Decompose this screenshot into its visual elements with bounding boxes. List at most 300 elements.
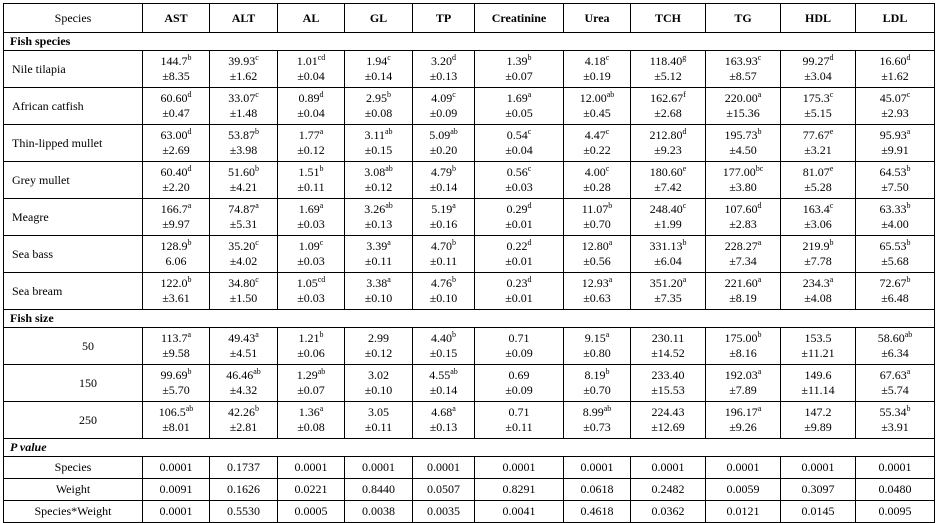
cell-error: ±0.15 <box>429 346 458 360</box>
cell-error: ±2.68 <box>654 106 682 120</box>
cell-mean <box>781 276 855 291</box>
cell-error: ±9.26 <box>729 420 757 434</box>
cell-error: ±9.23 <box>654 143 682 157</box>
table-cell: 0.0059 <box>706 479 781 501</box>
cell-value: 144.7 <box>160 54 188 68</box>
cell-value: 63.00 <box>160 128 188 142</box>
cell-error: ±15.53 <box>651 383 685 397</box>
table-cell <box>781 51 856 88</box>
cell-error: ±2.81 <box>229 420 258 434</box>
table-cell: 0.0001 <box>781 457 856 479</box>
table-cell <box>413 162 475 199</box>
table-cell: 0.8440 <box>345 479 413 501</box>
cell-value: 1.94 <box>366 54 388 68</box>
table-cell: 0.0035 <box>413 501 475 523</box>
cell-value: 331.13 <box>649 239 683 253</box>
row-label: Species*Weight <box>4 501 143 523</box>
cell-error: ±0.04 <box>297 106 325 120</box>
cell-superscript: g <box>682 53 687 62</box>
cell-error: ±0.11 <box>364 254 393 268</box>
cell-value: 3.39 <box>366 239 388 253</box>
cell-value: 147.2 <box>804 405 832 419</box>
table-cell <box>631 88 706 125</box>
cell-value: 149.6 <box>804 368 832 382</box>
cell-superscript: a <box>255 330 259 339</box>
cell-mean <box>143 202 209 217</box>
cell-value: 9.15 <box>584 331 606 345</box>
cell-value: 3.11 <box>364 128 385 142</box>
cell-value: 12.93 <box>581 276 609 290</box>
cell-error: ±0.08 <box>364 106 393 120</box>
table-cell <box>143 51 210 88</box>
table-cell: 0.0001 <box>706 457 781 479</box>
table-cell <box>706 236 781 273</box>
cell-error: ±0.09 <box>505 346 533 360</box>
cell-value: 5.19 <box>431 202 453 216</box>
cell-mean <box>210 331 277 346</box>
table-cell: 0.0001 <box>143 501 210 523</box>
cell-value: 3.38 <box>366 276 388 290</box>
cell-mean <box>143 405 209 420</box>
cell-value: 0.23 <box>506 276 528 290</box>
col-header-al: AL <box>278 4 345 33</box>
cell-value: 228.27 <box>724 239 758 253</box>
cell-superscript: ab <box>606 90 615 99</box>
cell-superscript: e <box>682 164 687 173</box>
row-label: Sea bream <box>4 273 143 310</box>
cell-value: 34.80 <box>228 276 256 290</box>
cell-error: ±6.34 <box>881 346 909 360</box>
cell-error: ±0.10 <box>364 383 393 397</box>
table-cell <box>781 365 856 402</box>
cell-error: ±0.14 <box>429 383 458 397</box>
cell-mean <box>210 128 277 143</box>
table-cell <box>475 125 564 162</box>
cell-value: 1.01 <box>296 54 318 68</box>
table-cell <box>856 88 935 125</box>
cell-value: 4.47 <box>584 128 606 142</box>
cell-value: 224.43 <box>651 405 685 419</box>
table-cell <box>856 199 935 236</box>
cell-superscript: b <box>452 330 456 339</box>
cell-value: 72.67 <box>879 276 907 290</box>
table-cell <box>210 365 278 402</box>
cell-mean <box>210 202 277 217</box>
cell-value: 1.69 <box>506 91 528 105</box>
table-row <box>4 402 935 439</box>
cell-superscript: a <box>906 127 911 136</box>
cell-superscript: d <box>527 238 532 247</box>
table-cell <box>278 162 345 199</box>
cell-error: ±0.47 <box>162 106 190 120</box>
col-header-tp: TP <box>413 4 475 33</box>
cell-mean <box>143 165 209 180</box>
cell-error: ±8.57 <box>729 69 757 83</box>
cell-error: ±0.01 <box>505 254 533 268</box>
cell-mean <box>706 91 780 106</box>
table-cell <box>413 88 475 125</box>
cell-superscript: c <box>757 53 762 62</box>
cell-error: ±7.89 <box>729 383 757 397</box>
cell-error: ±0.13 <box>364 217 393 231</box>
cell-error: ±5.31 <box>229 217 258 231</box>
header-row <box>4 4 935 33</box>
col-header-hdl: HDL <box>781 4 856 33</box>
cell-mean <box>856 239 934 254</box>
cell-superscript: ab <box>450 367 458 376</box>
table-cell <box>278 236 345 273</box>
cell-error: ±0.63 <box>583 291 611 305</box>
table-cell <box>564 402 631 439</box>
cell-error: ±3.06 <box>804 217 832 231</box>
cell-mean <box>345 331 412 346</box>
cell-superscript: c <box>452 90 456 99</box>
cell-value: 12.00 <box>579 91 607 105</box>
cell-superscript: b <box>187 53 192 62</box>
table-cell <box>345 402 413 439</box>
cell-superscript: b <box>452 275 456 284</box>
cell-value: 99.69 <box>160 368 188 382</box>
cell-error: ±0.07 <box>297 383 325 397</box>
section-heading: Fish size <box>4 310 935 328</box>
cell-superscript: ab <box>185 404 194 413</box>
table-cell: 0.0041 <box>475 501 564 523</box>
cell-value: 4.68 <box>431 405 453 419</box>
cell-error: ±0.11 <box>297 180 325 194</box>
cell-error: ±0.12 <box>364 346 393 360</box>
cell-error: ±3.04 <box>804 69 832 83</box>
section-heading: P value <box>4 439 935 457</box>
cell-mean <box>143 239 209 254</box>
cell-mean <box>345 405 412 420</box>
cell-mean <box>564 331 630 346</box>
cell-value: 230.11 <box>651 331 685 345</box>
cell-mean <box>210 54 277 69</box>
cell-error: ±6.48 <box>881 291 909 305</box>
cell-error: ±1.48 <box>229 106 258 120</box>
table-cell <box>856 162 935 199</box>
cell-mean <box>564 276 630 291</box>
cell-error: ±0.05 <box>505 106 533 120</box>
col-header-ast: AST <box>143 4 210 33</box>
table-cell <box>564 51 631 88</box>
table-cell: 0.0001 <box>345 457 413 479</box>
cell-superscript: a <box>829 275 834 284</box>
cell-superscript: cd <box>317 53 326 62</box>
cell-value: 5.09 <box>429 128 451 142</box>
cell-mean <box>413 331 474 346</box>
table-cell <box>781 199 856 236</box>
row-label: 150 <box>4 365 143 402</box>
cell-superscript: a <box>906 367 911 376</box>
cell-superscript: cd <box>317 275 326 284</box>
cell-value: 166.7 <box>160 202 188 216</box>
cell-error: ±9.58 <box>162 346 190 360</box>
table-cell <box>413 199 475 236</box>
cell-value: 4.09 <box>431 91 453 105</box>
cell-error: ±2.20 <box>162 180 190 194</box>
cell-superscript: a <box>527 90 532 99</box>
cell-error: ±0.45 <box>583 106 611 120</box>
cell-error: ±7.35 <box>654 291 682 305</box>
cell-error: ±0.12 <box>364 180 393 194</box>
table-cell <box>564 236 631 273</box>
table-cell: 0.3097 <box>781 479 856 501</box>
table-cell <box>706 328 781 365</box>
cell-mean <box>564 368 630 383</box>
cell-error: ±14.52 <box>651 346 685 360</box>
table-cell: 0.0001 <box>278 457 345 479</box>
cell-superscript: d <box>682 127 687 136</box>
cell-mean <box>781 128 855 143</box>
cell-error: ±4.32 <box>229 383 258 397</box>
section-row <box>4 33 935 51</box>
cell-value: 74.87 <box>228 202 256 216</box>
table-cell <box>413 51 475 88</box>
results-table <box>3 3 935 523</box>
row-label: 50 <box>4 328 143 365</box>
cell-value: 58.60 <box>877 331 905 345</box>
cell-mean <box>210 405 277 420</box>
cell-superscript: b <box>387 90 391 99</box>
cell-mean <box>475 202 563 217</box>
cell-superscript: c <box>387 53 391 62</box>
table-cell: 0.0095 <box>856 501 935 523</box>
table-cell <box>278 365 345 402</box>
table-cell <box>475 162 564 199</box>
cell-superscript: a <box>255 201 259 210</box>
cell-value: 153.5 <box>804 331 832 345</box>
cell-superscript: a <box>452 201 456 210</box>
cell-value: 233.40 <box>651 368 685 382</box>
cell-mean <box>706 276 780 291</box>
cell-mean <box>345 276 412 291</box>
cell-superscript: d <box>319 90 324 99</box>
section-row <box>4 439 935 457</box>
cell-error: ±0.01 <box>505 217 533 231</box>
cell-mean <box>413 91 474 106</box>
cell-mean <box>856 54 934 69</box>
cell-mean <box>210 276 277 291</box>
cell-mean <box>278 202 344 217</box>
table-cell <box>564 365 631 402</box>
cell-superscript: a <box>187 330 192 339</box>
cell-error: ±7.50 <box>881 180 909 194</box>
cell-error: ±5.28 <box>804 180 832 194</box>
cell-error: ±3.98 <box>229 143 258 157</box>
cell-value: 0.89 <box>298 91 320 105</box>
cell-value: 49.43 <box>228 331 256 345</box>
cell-superscript: b <box>187 275 192 284</box>
cell-mean <box>475 405 563 420</box>
cell-error: ±8.01 <box>162 420 190 434</box>
row-label: Meagre <box>4 199 143 236</box>
table-body <box>4 33 935 523</box>
cell-mean <box>706 368 780 383</box>
table-row <box>4 125 935 162</box>
cell-mean <box>781 239 855 254</box>
cell-superscript: c <box>605 127 610 136</box>
cell-value: 1.21 <box>298 331 320 345</box>
cell-error: ±2.69 <box>162 143 190 157</box>
table-cell: 0.1626 <box>210 479 278 501</box>
cell-value: 42.26 <box>228 405 255 419</box>
cell-mean <box>475 91 563 106</box>
table-cell <box>856 236 935 273</box>
cell-superscript: ab <box>385 201 393 210</box>
cell-superscript: b <box>906 404 911 413</box>
cell-mean <box>143 331 209 346</box>
table-cell <box>413 402 475 439</box>
table-cell <box>631 125 706 162</box>
cell-mean <box>856 91 934 106</box>
cell-error: ±0.03 <box>297 291 325 305</box>
cell-superscript: a <box>319 201 324 210</box>
table-row <box>4 328 935 365</box>
cell-superscript: b <box>527 53 532 62</box>
table-cell <box>631 328 706 365</box>
cell-mean <box>278 405 344 420</box>
col-header-ldl: LDL <box>856 4 935 33</box>
table-row <box>4 479 935 501</box>
cell-superscript: d <box>527 201 532 210</box>
cell-error: ±2.83 <box>729 217 757 231</box>
cell-mean <box>475 54 563 69</box>
cell-value: 0.22 <box>506 239 528 253</box>
cell-mean <box>564 128 630 143</box>
col-header-species: Species <box>4 4 143 33</box>
table-cell <box>413 125 475 162</box>
cell-error: ±1.62 <box>229 69 258 83</box>
cell-error: ±1.62 <box>881 69 909 83</box>
col-header-gl: GL <box>345 4 413 33</box>
table-cell <box>475 328 564 365</box>
cell-superscript: a <box>187 201 192 210</box>
cell-value: 3.08 <box>364 165 386 179</box>
cell-error: ±0.19 <box>583 69 611 83</box>
cell-superscript: d <box>906 53 911 62</box>
cell-mean <box>631 368 705 383</box>
cell-error: ±8.16 <box>729 346 757 360</box>
cell-error: ±3.80 <box>729 180 757 194</box>
cell-value: 175.00 <box>724 331 758 345</box>
row-label: African catfish <box>4 88 143 125</box>
cell-mean <box>706 54 780 69</box>
table-cell <box>345 199 413 236</box>
table-cell: 0.0005 <box>278 501 345 523</box>
cell-mean <box>413 368 474 383</box>
cell-mean <box>856 405 934 420</box>
cell-superscript: ab <box>253 367 261 376</box>
table-cell <box>143 273 210 310</box>
cell-superscript: c <box>319 238 324 247</box>
cell-mean <box>781 202 855 217</box>
cell-superscript: c <box>527 127 532 136</box>
cell-error: ±0.70 <box>583 217 611 231</box>
cell-error: ±0.04 <box>505 143 533 157</box>
cell-superscript: b <box>452 164 456 173</box>
cell-superscript: ab <box>385 127 393 136</box>
cell-superscript: d <box>757 201 762 210</box>
cell-mean <box>564 202 630 217</box>
cell-value: 3.02 <box>368 368 389 382</box>
cell-error: ±9.97 <box>162 217 190 231</box>
cell-value: 0.71 <box>508 405 530 419</box>
table-cell: 0.2482 <box>631 479 706 501</box>
cell-value: 192.03 <box>724 368 758 382</box>
cell-value: 177.00 <box>722 165 756 179</box>
table-cell <box>413 328 475 365</box>
cell-superscript: a <box>387 275 391 284</box>
cell-mean <box>278 128 344 143</box>
cell-value: 8.19 <box>584 368 606 382</box>
table-cell <box>475 51 564 88</box>
cell-mean <box>631 128 705 143</box>
cell-mean <box>781 405 855 420</box>
cell-error: ±0.10 <box>364 291 393 305</box>
table-cell: 0.0001 <box>413 457 475 479</box>
table-cell: 0.4618 <box>564 501 631 523</box>
cell-error: ±4.51 <box>229 346 258 360</box>
cell-mean <box>210 91 277 106</box>
cell-value: 64.53 <box>879 165 907 179</box>
cell-mean <box>278 91 344 106</box>
cell-mean <box>413 128 474 143</box>
cell-superscript: b <box>906 275 911 284</box>
section-heading: Fish species <box>4 33 935 51</box>
cell-error: ±0.08 <box>297 420 325 434</box>
cell-superscript: c <box>527 164 532 173</box>
cell-error: ±0.11 <box>429 254 458 268</box>
table-cell <box>706 273 781 310</box>
col-header-tch: TCH <box>631 4 706 33</box>
table-cell <box>210 328 278 365</box>
cell-value: 1.09 <box>298 239 320 253</box>
cell-value: 4.18 <box>584 54 606 68</box>
table-cell: 0.0001 <box>564 457 631 479</box>
cell-error: ±0.13 <box>429 69 458 83</box>
cell-value: 4.70 <box>431 239 452 253</box>
cell-mean <box>475 276 563 291</box>
cell-mean <box>564 91 630 106</box>
cell-mean <box>706 202 780 217</box>
cell-superscript: c <box>605 53 610 62</box>
table-cell <box>278 88 345 125</box>
table-row <box>4 457 935 479</box>
table-cell <box>856 328 935 365</box>
cell-value: 212.80 <box>649 128 683 142</box>
table-cell: 0.0480 <box>856 479 935 501</box>
cell-value: 65.53 <box>879 239 907 253</box>
cell-error: ±0.07 <box>505 69 533 83</box>
cell-mean <box>856 331 934 346</box>
cell-error: ±0.70 <box>583 383 611 397</box>
table-cell <box>856 51 935 88</box>
cell-error: ±0.04 <box>297 69 325 83</box>
cell-mean <box>278 368 344 383</box>
cell-value: 196.17 <box>724 405 758 419</box>
cell-value: 162.67 <box>650 91 684 105</box>
cell-superscript: d <box>829 53 834 62</box>
table-cell <box>210 236 278 273</box>
table-cell <box>856 365 935 402</box>
cell-superscript: b <box>906 164 911 173</box>
table-cell <box>631 273 706 310</box>
col-header-alt: ALT <box>210 4 278 33</box>
table-cell <box>278 199 345 236</box>
cell-value: 51.60 <box>228 165 255 179</box>
cell-superscript: e <box>829 164 834 173</box>
